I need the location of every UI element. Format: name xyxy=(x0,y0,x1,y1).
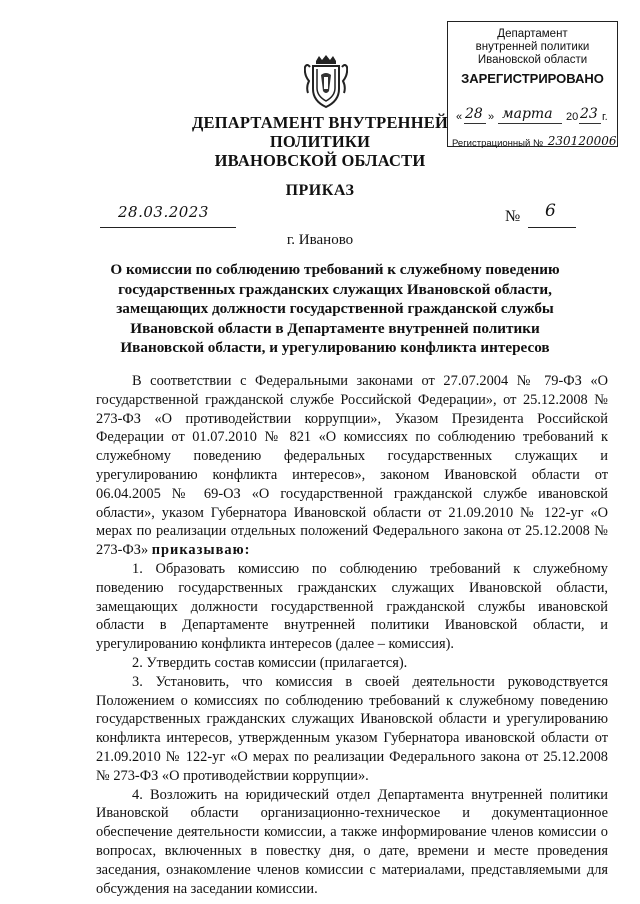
stamp-dept-line2: внутренней политики xyxy=(475,41,590,53)
stamp-date-year-unit: г. xyxy=(602,111,608,123)
coat-of-arms-icon xyxy=(304,55,348,110)
order-number: 6 xyxy=(545,201,556,221)
item-2: 2. Утвердить состав комиссии (прилагается). xyxy=(132,654,408,671)
order-number-label: № xyxy=(505,208,521,225)
department-name xyxy=(150,113,490,170)
city: г. Иваново xyxy=(286,232,354,248)
department-name-line1: ДЕПАРТАМЕНТ ВНУТРЕННЕЙ ПОЛИТИКИ xyxy=(192,113,448,151)
stamp-dept-line1: Департамент xyxy=(497,28,568,40)
document-type: ПРИКАЗ xyxy=(285,182,355,199)
subject-line3: замещающих должности государственной гражданской службы xyxy=(116,300,554,317)
department-name-line2: ИВАНОВСКОЙ ОБЛАСТИ xyxy=(214,151,426,170)
preamble-paragraph xyxy=(96,372,608,560)
subject-line2: государственных гражданских служащих Ивановской области, xyxy=(118,280,552,298)
order-subject xyxy=(95,260,575,358)
stamp-date-year-suffix: 23 xyxy=(580,106,598,122)
stamp-registered: ЗАРЕГИСТРИРОВАНО xyxy=(461,71,604,86)
subject-line5: Ивановской области, и урегулированию конфликта интересов xyxy=(120,339,550,356)
item-3: 3. Установить, что комиссия в своей деятельности руководствуется Положением о комиссиях по соблюдению требований к служебному поведению государственных гражданских служащих Ивановской области и урегулированию конфликта интересов, утвержденным указом Губернатора ивановской области от 21.09.2010 № 122-уг «О мерах по реализации Федерального закона от 25.12.2008 № 273-ФЗ «О противодействии коррупции». xyxy=(96,673,608,784)
order-body xyxy=(96,372,608,898)
stamp-date: « 28 » марта 20 23 г. xyxy=(456,106,608,123)
subject-line4: Ивановской области в Департаменте внутренней политики xyxy=(130,319,540,337)
stamp-reg-label: Регистрационный № xyxy=(452,138,544,149)
item-1: 1. Образовать комиссию по соблюдению требований к служебному поведению государственных гражданских служащих Ивановской области, замещающих должности государственной гражданской службы ивановской области в Департаменте внутренней политики Ивановской области, и урегулированию конфликта интересов (далее – комиссия). xyxy=(96,560,608,653)
stamp-date-year-prefix: 20 xyxy=(566,111,579,123)
order-word: приказываю: xyxy=(151,542,251,559)
item-4: 4. Возложить на юридический отдел Департамента внутренней политики Ивановской области организационно-техническое и документационное обеспечение деятельности комиссии, а также информирование членов комиссии о вопросах, включенных в повестку дня, о дате, времени и месте проведения заседания, ознакомление членов комиссии с материалами, представляемыми для обсуждения на заседании комиссии. xyxy=(96,786,608,897)
stamp-dept-line3: Ивановской области xyxy=(477,54,588,66)
order-date: 28.03.2023 xyxy=(118,203,209,221)
stamp-reg-number: 230120006 xyxy=(547,134,617,148)
preamble-text: В соответствии с Федеральными законами от 27.07.2004 № 79-ФЗ «О государственной гражданской службе Российской Федерации», от 25.12.2008 № 273-ФЗ «О противодействии коррупции», Указом Президента Российской Федерации от 01.07.2010 № 821 «О комиссиях по соблюдению требований к служебному поведению федеральных государственных служащих и урегулированию конфликта интересов», законом Ивановской области от 06.04.2005 № 69-ОЗ «О государственной гражданской службе ивановской области», указом Губернатора Ивановской области от 21.09.2010 № 122-уг «О мерах по реализации отдельных положений Федерального закона от 25.12.2008 № 273-ФЗ» xyxy=(96,373,608,559)
subject-line1: О комиссии по соблюдению требований к служебному поведению xyxy=(110,261,560,278)
stamp-date-day: 28 xyxy=(465,106,483,122)
stamp-date-month: марта xyxy=(502,106,553,122)
